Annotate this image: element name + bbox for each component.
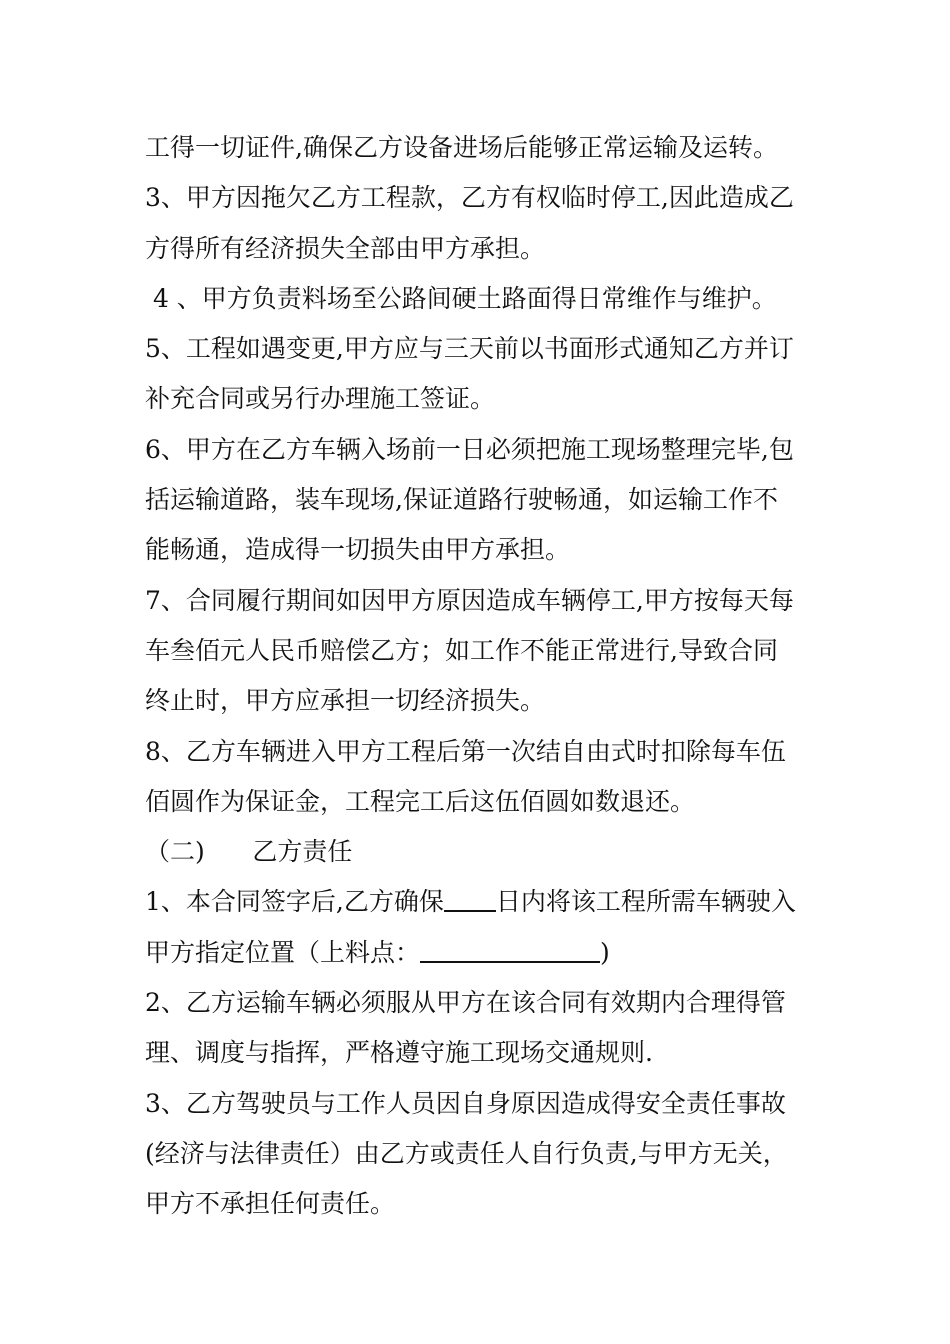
location-blank-field[interactable]	[420, 935, 600, 963]
text-line: 车叁佰元人民币赔偿乙方；如工作不能正常进行,导致合同	[145, 635, 778, 665]
text-line: 3、乙方驾驶员与工作人员因自身原因造成得安全责任事故	[145, 1088, 786, 1118]
days-blank-field[interactable]	[444, 884, 496, 912]
text-line: 补充合同或另行办理施工签证。	[145, 384, 496, 414]
text-line: 理、调度与指挥，严格遵守施工现场交通规则.	[145, 1038, 653, 1068]
text-segment: 甲方指定位置（上料点：	[145, 937, 421, 967]
text-segment: 日内将该工程所需车辆驶入	[495, 887, 796, 917]
text-line: 7、合同履行期间如因甲方原因造成车辆停工,甲方按每天每	[145, 585, 794, 615]
text-line-with-location-blank	[145, 928, 815, 978]
text-segment: 1、本合同签字后,乙方确保	[145, 887, 444, 917]
text-line-with-days-blank	[145, 877, 815, 927]
text-line: 方得所有经济损失全部由甲方承担。	[145, 233, 546, 263]
text-line: 甲方不承担任何责任。	[145, 1189, 396, 1219]
text-segment: )	[600, 937, 610, 967]
contract-text	[145, 123, 815, 1230]
text-line: 6、甲方在乙方车辆入场前一日必须把施工现场整理完毕,包	[145, 434, 794, 464]
text-line: 能畅通，造成得一切损失由甲方承担。	[145, 535, 571, 565]
text-line: 佰圆作为保证金，工程完工后这伍佰圆如数退还。	[145, 786, 696, 816]
text-line: 5、工程如遇变更,甲方应与三天前以书面形式通知乙方并订	[145, 334, 794, 364]
text-line: 括运输道路，装车现场,保证道路行驶畅通，如运输工作不	[145, 485, 778, 515]
text-line: 2、乙方运输车辆必须服从甲方在该合同有效期内合理得管	[145, 988, 786, 1018]
text-line: 工得一切证件,确保乙方设备进场后能够正常运输及运转。	[145, 133, 778, 162]
text-line: 终止时，甲方应承担一切经济损失。	[145, 686, 546, 716]
text-line: 4 、甲方负责料场至公路间硬土路面得日常维作与维护。	[145, 283, 777, 313]
section-heading-party-b: （二) 乙方责任	[145, 837, 353, 867]
text-line: (经济与法律责任）由乙方或责任人自行负责,与甲方无关，	[145, 1138, 788, 1168]
text-line: 3、甲方因拖欠乙方工程款，乙方有权临时停工,因此造成乙	[145, 183, 794, 213]
text-line: 8、乙方车辆进入甲方工程后第一次结自由式时扣除每车伍	[145, 736, 786, 766]
